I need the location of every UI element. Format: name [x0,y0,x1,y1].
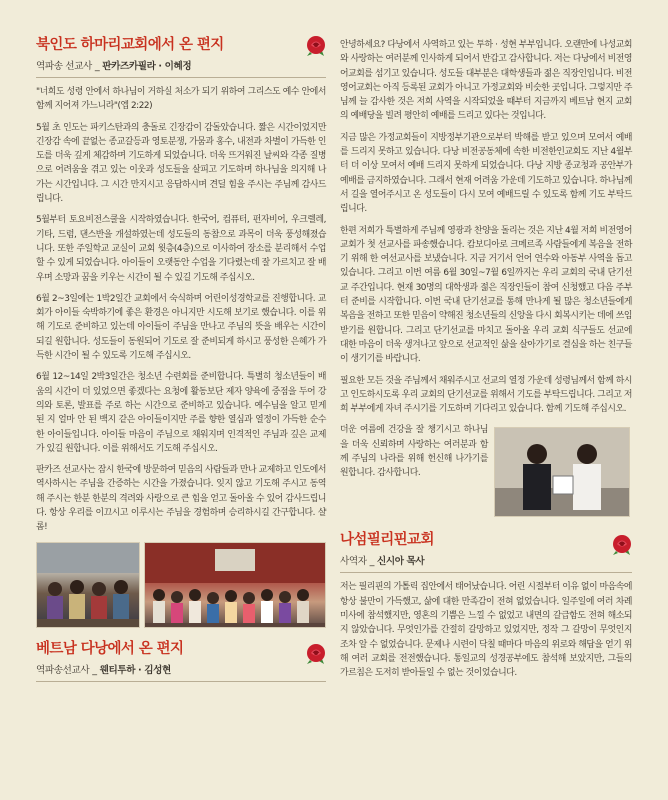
paragraph: 지금 많은 가정교회들이 지방정부기관으로부터 박해를 받고 있으며 모여서 예배를 드리지 못하고 있습니다. 다낭 비전공동체에 속한 비전한인교회도 지난 4월부터 더 이상 모여서 예배 드리지 못하게 되었습니다. 다낭 지방 종교청과 공안부가 예배를 금지하였습니다. 그래서 현재 어려움 가운데 기도하고 있습니다. 하나님께서 길을 열어주시고 온 성도들이 다시 모여 예배드릴 수 있도록 함께 기도 부탁드립니다. [340,132,632,215]
section-header-philippines [340,531,632,567]
header-divider [36,681,326,682]
children-standing-image [145,543,326,628]
section-header-india [36,36,326,72]
paragraph: 5월부터 토요비전스쿨을 시작하였습니다. 한국어, 컴퓨터, 펀자비어, 우크렐레, 기타, 드럼, 댄스반을 개설하였는데 성도들의 동참으로 과목이 더욱 풍성해졌습니다. 또한 주일학교 교실이 교회 윗층(4층)으로 이사하여 장소를 분리해서 수업할 수 있게 되었습니다. 아이들이 오랫동안 수업을 기다렸는데 잘 가르치고 잘 배우며 소망과 꿈을 키우는 시간이 될 수 있길 기도해 주십시오. [36,215,326,283]
two-women-image [495,428,630,517]
section-header-vietnam [36,640,326,676]
author-names: 판카즈카필라 · 이혜정 [102,61,192,72]
paragraph: 6월 12~14일 2박3일간은 청소년 수련회를 준비합니다. 특별히 청소년들이 배움의 시간이 더 있었으면 좋겠다는 요청에 활동보단 제자 양육에 중점을 두어 강의와 토론, 발표를 주로 하는 시간으로 준비하고 있습니다. 예수님을 알고 믿게 된 지 얼마 안 된 백지 같은 아이들이지만 주를 향한 열심과 열정이 가득한 순수한 아이들입니다. 아이들 마음이 주님으로 채워지며 인격적인 주님과 깊은 교제가 있길 원합니다. 이를 위해서도 기도해 주십시오. [36,372,326,454]
left-column [36,36,326,689]
author-role: 역파송선교사 [36,664,90,676]
section-author-philippines: 사역자 _ 신시아 목사 [340,556,425,568]
paragraph: "너희도 성령 안에서 하나님이 거하실 처소가 되기 위하여 그리스도 예수 안에서 함께 지어져 가느니라"(엡 2:22) [36,87,326,112]
paragraph: 5월 초 인도는 파키스탄과의 충돌로 긴장감이 감돌았습니다. 짧은 시간이었지만 긴장감 속에 끝없는 종교갈등과 영토분쟁, 가뭄과 홍수, 내전과 차별이 가득한 인도를 더욱 깊게 체감하며 기도하게 되었습니다. 더욱 뜨거워진 날씨와 각종 질병으로 어려움을 겪고 있는 이웃과 성도들을 살피고 기도하며 하나님을 의지해 나가는 시간입니다. 그 시간 만지시고 응답하시며 견딜 힘을 주시는 주님께 감사드립니다. [36,122,326,205]
church-gathering-photo [36,542,140,628]
section-author-vietnam: 역파송선교사 _ 웬티투하 · 김성현 [36,664,171,676]
rose-icon [304,642,328,666]
paragraph: 한편 저희가 특별하게 주님께 영광과 찬양을 돌리는 것은 지난 4월 저희 비전영어교회가 첫 선교사를 파송했습니다. 캄보디아로 크메르족 사람들에게 복음을 전하기 위해 한 여선교사를 보냈습니다. 지금 거기서 언어 연수와 아동부 사역을 돕고 있습니다. 그리고 이번 여름 6월 30일~7월 6일까지는 우리 교회의 국내 단기선교 주간입니다. 현재 30명의 대학생과 젊은 직장인들이 참여 신청했고 다음 주부터 준비를 시작합니다. 이번 국내 단기선교를 통해 만나게 될 많은 청소년들에게 복음을 전하고 또한 믿음이 약해진 청소년들의 신앙을 다시 회복시키는 데에 쓰임 받기를 원합니다. 그리고 단기선교를 마치고 돌아올 우리 교회 식구들도 선교에 대한 마음이 더욱 생겨나고 앞으로 선교적인 삶을 살아가기로 결심을 하는 친구들이 생기기를 바랍니다. [340,225,632,365]
section-title-philippines: 나섬필리핀교회 [340,532,434,549]
author-names: 웬티투하 · 김성현 [99,664,171,676]
inset-row [340,423,632,517]
photo-row [36,542,326,628]
rose-icon [610,533,634,557]
section-title-india: 북인도 하마리교회에서 온 편지 [36,37,224,53]
author-names: 신시아 목사 [377,556,425,568]
right-column [340,38,632,688]
paragraph: 안녕하세요? 다낭에서 사역하고 있는 투하 · 성현 부부입니다. 오랜만에 나성교회와 사랑하는 여러분께 인사하게 되어서 반갑고 감사합니다. 저는 다낭에서 비전영어교회를 섬기고 있습니다. 성도들 대부분은 대학생들과 젊은 직장인입니다. 비전영어교회는 아직 등록된 교회가 아니고 가정교회와 비슷한 곳입니다. 그렇지만 주님께 늘 감사한 것은 저희 사역을 시작되었을 때부터 지금까지 베트남 현지 교회의 예배당을 빌려 평안히 예배를 드리고 있다는 것입니다. [340,40,632,122]
paragraph: 6월 2~3일에는 1박2일간 교회에서 숙식하며 어린이성경학교를 진행합니다. 교회가 아이들 숙박하기에 좋은 환경은 아니지만 시도해 보기로 했습니다. 이를 위해 기도로 준비하고 있는데 아이들이 주님을 만나고 주님의 뜻을 배우는 시간이 되길 원합니다. 성도들이 동원되어 기도로 잘 준비되게 하시고 풍성한 은혜가 가득한 시간이 될 수 있도록 기도해 주십시오. [36,293,326,362]
section-title-vietnam: 베트남 다낭에서 온 편지 [36,640,184,657]
paragraph: 판카즈 선교사는 잠시 한국에 방문하여 믿음의 사람들과 만나 교제하고 인도에서 역사하시는 주님을 간증하는 시간을 가졌습니다. 잊지 않고 기도해 주시고 동역해 주시는 한분 한분의 격려와 사랑으로 큰 힘을 얻고 돌아올 수 있어 감사드립니다. 항상 우리를 이끄시고 이루시는 주님을 경험하며 승리하시길 간구합니다. 샬롬! [36,465,326,533]
section-author-india: 역파송 선교사 _ 판카즈카필라 · 이혜정 [36,61,192,72]
missionary-couple-photo [494,427,630,517]
author-role: 역파송 선교사 [36,61,92,72]
author-role: 사역자 [340,556,367,568]
header-divider [36,77,326,78]
people-seated-image [37,543,140,628]
paragraph: 저는 필리핀의 가톨릭 집안에서 태어났습니다. 어린 시절부터 이유 없이 마음속에 항상 불만이 가득했고, 삶에 대한 만족감이 전혀 없었습니다. 일주일에 여러 차례 미사에 참석했지만, 영혼의 기쁨은 느낄 수 없었고 내면의 갈급함도 전혀 해소되지 않았습니다. 무엇인가를 간절히 갈망하고 있었지만, 정작 그 갈망이 무엇인지조차 알 수 없었습니다. 문제나 시련이 닥칠 때마다 마음의 위로와 해답을 얻기 위해 여러 교회를 전전했습니다. 통일교의 성경공부에도 참석해 보았지만, 그들의 가르침은 도저히 받아들일 수 없는 것이었습니다. [340,582,632,679]
paragraph: 필요한 모든 것을 주님께서 채워주시고 선교의 열정 가운데 성령님께서 함께 하시고 인도하시도록 우리 교회의 단기선교를 위해서 기도를 부탁드립니다. 그리고 저희 부부에게 자녀 주시기를 기도하며 기다리고 있습니다. 함께 기도해 주십시오. [340,375,632,415]
paragraph: 더운 여름에 건강을 잘 챙기시고 하나님을 더욱 신뢰하며 사랑하는 여러분과 함께 주님의 나라를 위해 헌신해 나가기를 원합니다. 감사합니다. [340,425,488,479]
rose-icon [304,34,328,58]
children-group-photo [144,542,326,628]
header-divider [340,572,632,573]
